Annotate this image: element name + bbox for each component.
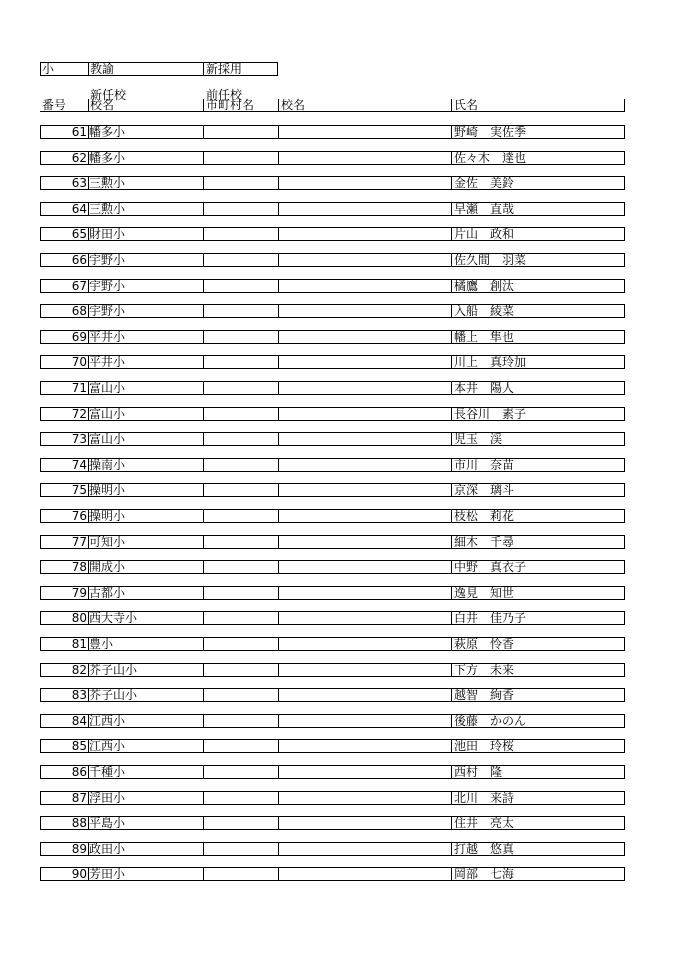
person-name: 金佐 美鈴 [454, 176, 515, 190]
top-info-box [40, 62, 278, 76]
cell-divider [451, 664, 452, 676]
prev-school-group-header: 前任校 [206, 88, 243, 102]
table-row [40, 535, 625, 549]
cell-divider [451, 638, 452, 650]
row-number: 63 [71, 176, 87, 190]
new-school-name: 財田小 [89, 227, 126, 241]
cell-divider [203, 638, 204, 650]
header-person-name: 氏名 [454, 98, 479, 112]
cell-divider [451, 612, 452, 624]
new-school-name: 開成小 [89, 560, 126, 574]
table-row [40, 125, 625, 139]
cell-divider [203, 254, 204, 266]
person-name: 佐久間 羽菜 [454, 253, 527, 267]
table-row [40, 483, 625, 497]
cell-divider [278, 536, 279, 548]
cell-divider [203, 715, 204, 727]
new-school-name: 幡多小 [89, 125, 126, 139]
new-school-name: 三勲小 [89, 176, 126, 190]
header-school-name: 校名 [90, 98, 115, 112]
person-name: 打越 悠真 [454, 842, 515, 856]
cell-divider [278, 459, 279, 471]
cell-divider [203, 587, 204, 599]
cell-divider [451, 280, 452, 292]
new-school-name: 芳田小 [89, 867, 126, 881]
top-info-divider-1 [88, 62, 89, 76]
table-row [40, 458, 625, 472]
table-row [40, 330, 625, 344]
person-name: 早瀬 直哉 [454, 202, 515, 216]
cell-divider [451, 356, 452, 368]
new-school-name: 豊小 [89, 637, 114, 651]
new-school-name: 平島小 [89, 816, 126, 830]
cell-divider [451, 561, 452, 573]
person-name: 幡上 隼也 [454, 330, 515, 344]
new-school-name: 芥子山小 [89, 688, 138, 702]
cell-divider [203, 382, 204, 394]
row-number: 85 [71, 739, 87, 753]
cell-divider [278, 740, 279, 752]
top-info-divider-2 [203, 62, 204, 76]
table-row [40, 867, 625, 881]
person-name: 下方 未来 [454, 663, 515, 677]
header-municipality: 市町村名 [206, 98, 255, 112]
person-name: 細木 千尋 [454, 535, 515, 549]
cell-divider [451, 817, 452, 829]
cell-divider [203, 817, 204, 829]
cell-divider [278, 177, 279, 189]
new-school-name: 平井小 [89, 330, 126, 344]
header-divider-2 [203, 99, 204, 112]
cell-divider [278, 356, 279, 368]
person-name: 中野 真衣子 [454, 560, 527, 574]
cell-divider [203, 280, 204, 292]
table-row [40, 509, 625, 523]
cell-divider [451, 587, 452, 599]
row-number: 86 [71, 765, 87, 779]
cell-divider [451, 740, 452, 752]
new-school-name: 宇野小 [89, 279, 126, 293]
row-number: 75 [71, 483, 87, 497]
row-number: 79 [71, 586, 87, 600]
cell-divider [451, 510, 452, 522]
table-row [40, 432, 625, 446]
new-school-name: 操南小 [89, 458, 126, 472]
row-number: 68 [71, 304, 87, 318]
cell-divider [278, 664, 279, 676]
header-divider-1 [88, 99, 89, 112]
cell-divider [451, 382, 452, 394]
row-number: 88 [71, 816, 87, 830]
row-number: 61 [71, 125, 87, 139]
row-number: 87 [71, 791, 87, 805]
person-name: 越智 絢香 [454, 688, 515, 702]
cell-divider [451, 433, 452, 445]
row-number: 74 [71, 458, 87, 472]
cell-divider [278, 152, 279, 164]
job-position: 教諭 [90, 62, 115, 76]
table-row [40, 381, 625, 395]
cell-divider [278, 766, 279, 778]
table-row [40, 560, 625, 574]
cell-divider [203, 561, 204, 573]
person-name: 川上 真玲加 [454, 355, 527, 369]
new-school-name: 西大寺小 [89, 611, 138, 625]
school-level: 小 [42, 62, 55, 76]
new-school-name: 政田小 [89, 842, 126, 856]
table-row [40, 253, 625, 267]
table-row [40, 663, 625, 677]
cell-divider [278, 561, 279, 573]
row-number: 72 [71, 407, 87, 421]
cell-divider [278, 587, 279, 599]
cell-divider [451, 766, 452, 778]
cell-divider [203, 868, 204, 880]
cell-divider [203, 664, 204, 676]
row-number: 71 [71, 381, 87, 395]
new-school-name: 富山小 [89, 432, 126, 446]
new-school-name: 平井小 [89, 355, 126, 369]
cell-divider [451, 484, 452, 496]
person-name: 野崎 実佐季 [454, 125, 527, 139]
person-name: 池田 玲桜 [454, 739, 515, 753]
table-row [40, 714, 625, 728]
cell-divider [278, 817, 279, 829]
new-school-name: 江西小 [89, 714, 126, 728]
table-row [40, 304, 625, 318]
cell-divider [278, 254, 279, 266]
person-name: 逸見 知世 [454, 586, 515, 600]
header-number: 番号 [42, 98, 67, 112]
table-row [40, 586, 625, 600]
person-name: 萩原 怜香 [454, 637, 515, 651]
person-name: 後藤 かのん [454, 714, 527, 728]
person-name: 長谷川 素子 [454, 407, 527, 421]
cell-divider [451, 254, 452, 266]
table-row [40, 355, 625, 369]
table-row [40, 227, 625, 241]
cell-divider [451, 459, 452, 471]
cell-divider [451, 408, 452, 420]
new-school-name: 富山小 [89, 407, 126, 421]
row-number: 90 [71, 867, 87, 881]
row-number: 81 [71, 637, 87, 651]
cell-divider [451, 868, 452, 880]
cell-divider [203, 177, 204, 189]
person-name: 佐々木 達也 [454, 151, 527, 165]
new-school-name: 可知小 [89, 535, 126, 549]
row-number: 66 [71, 253, 87, 267]
cell-divider [203, 792, 204, 804]
cell-divider [278, 510, 279, 522]
cell-divider [451, 228, 452, 240]
cell-divider [278, 305, 279, 317]
hire-category: 新採用 [206, 62, 243, 76]
cell-divider [203, 305, 204, 317]
new-school-name: 千種小 [89, 765, 126, 779]
person-name: 北川 来詩 [454, 791, 515, 805]
cell-divider [278, 689, 279, 701]
cell-divider [451, 536, 452, 548]
column-header-row [40, 99, 625, 112]
row-number: 73 [71, 432, 87, 446]
person-name: 白井 佳乃子 [454, 611, 527, 625]
header-prev-school-name: 校名 [281, 98, 306, 112]
cell-divider [203, 152, 204, 164]
person-name: 片山 政和 [454, 227, 515, 241]
new-school-name: 三勲小 [89, 202, 126, 216]
person-name: 本井 陽人 [454, 381, 515, 395]
cell-divider [451, 715, 452, 727]
row-number: 89 [71, 842, 87, 856]
cell-divider [451, 689, 452, 701]
row-number: 80 [71, 611, 87, 625]
table-row [40, 765, 625, 779]
person-name: 橘鷹 創汰 [454, 279, 515, 293]
cell-divider [203, 484, 204, 496]
cell-divider [278, 382, 279, 394]
new-school-name: 江西小 [89, 739, 126, 753]
person-name: 住井 亮太 [454, 816, 515, 830]
table-row [40, 816, 625, 830]
person-name: 京深 璃斗 [454, 483, 515, 497]
cell-divider [203, 126, 204, 138]
cell-divider [203, 408, 204, 420]
cell-divider [278, 203, 279, 215]
person-name: 市川 奈苗 [454, 458, 515, 472]
new-school-group-header: 新任校 [90, 88, 127, 102]
table-row [40, 791, 625, 805]
table-row [40, 151, 625, 165]
cell-divider [203, 766, 204, 778]
cell-divider [203, 510, 204, 522]
row-number: 65 [71, 227, 87, 241]
table-row [40, 739, 625, 753]
cell-divider [278, 433, 279, 445]
cell-divider [278, 280, 279, 292]
cell-divider [203, 459, 204, 471]
cell-divider [278, 126, 279, 138]
row-number: 76 [71, 509, 87, 523]
cell-divider [278, 843, 279, 855]
new-school-name: 幡多小 [89, 151, 126, 165]
cell-divider [203, 331, 204, 343]
cell-divider [203, 203, 204, 215]
person-name: 岡部 七海 [454, 867, 515, 881]
table-row [40, 637, 625, 651]
cell-divider [278, 792, 279, 804]
new-school-name: 古都小 [89, 586, 126, 600]
cell-divider [203, 228, 204, 240]
row-number: 77 [71, 535, 87, 549]
person-name: 児玉 渓 [454, 432, 503, 446]
cell-divider [451, 843, 452, 855]
row-number: 78 [71, 560, 87, 574]
person-name: 西村 隆 [454, 765, 503, 779]
cell-divider [278, 868, 279, 880]
header-divider-4 [451, 99, 452, 112]
new-school-name: 操明小 [89, 509, 126, 523]
row-number: 69 [71, 330, 87, 344]
cell-divider [451, 792, 452, 804]
table-row [40, 176, 625, 190]
table-row [40, 688, 625, 702]
person-name: 枝松 莉花 [454, 509, 515, 523]
table-row [40, 407, 625, 421]
cell-divider [203, 356, 204, 368]
new-school-name: 宇野小 [89, 253, 126, 267]
table-row [40, 842, 625, 856]
table-row [40, 611, 625, 625]
person-name: 入船 綾菜 [454, 304, 515, 318]
new-school-name: 操明小 [89, 483, 126, 497]
table-row [40, 202, 625, 216]
table-row [40, 279, 625, 293]
cell-divider [203, 536, 204, 548]
cell-divider [278, 484, 279, 496]
cell-divider [451, 331, 452, 343]
cell-divider [278, 228, 279, 240]
cell-divider [278, 408, 279, 420]
cell-divider [451, 126, 452, 138]
cell-divider [451, 203, 452, 215]
cell-divider [203, 433, 204, 445]
row-number: 84 [71, 714, 87, 728]
new-school-name: 芥子山小 [89, 663, 138, 677]
cell-divider [203, 689, 204, 701]
row-number: 67 [71, 279, 87, 293]
cell-divider [278, 638, 279, 650]
cell-divider [278, 715, 279, 727]
row-number: 82 [71, 663, 87, 677]
cell-divider [451, 152, 452, 164]
row-number: 62 [71, 151, 87, 165]
new-school-name: 浮田小 [89, 791, 126, 805]
row-number: 83 [71, 688, 87, 702]
cell-divider [203, 843, 204, 855]
cell-divider [203, 612, 204, 624]
new-school-name: 富山小 [89, 381, 126, 395]
new-school-name: 宇野小 [89, 304, 126, 318]
cell-divider [278, 612, 279, 624]
row-number: 64 [71, 202, 87, 216]
cell-divider [278, 331, 279, 343]
header-divider-3 [278, 99, 279, 112]
row-number: 70 [71, 355, 87, 369]
cell-divider [203, 740, 204, 752]
cell-divider [451, 177, 452, 189]
cell-divider [451, 305, 452, 317]
